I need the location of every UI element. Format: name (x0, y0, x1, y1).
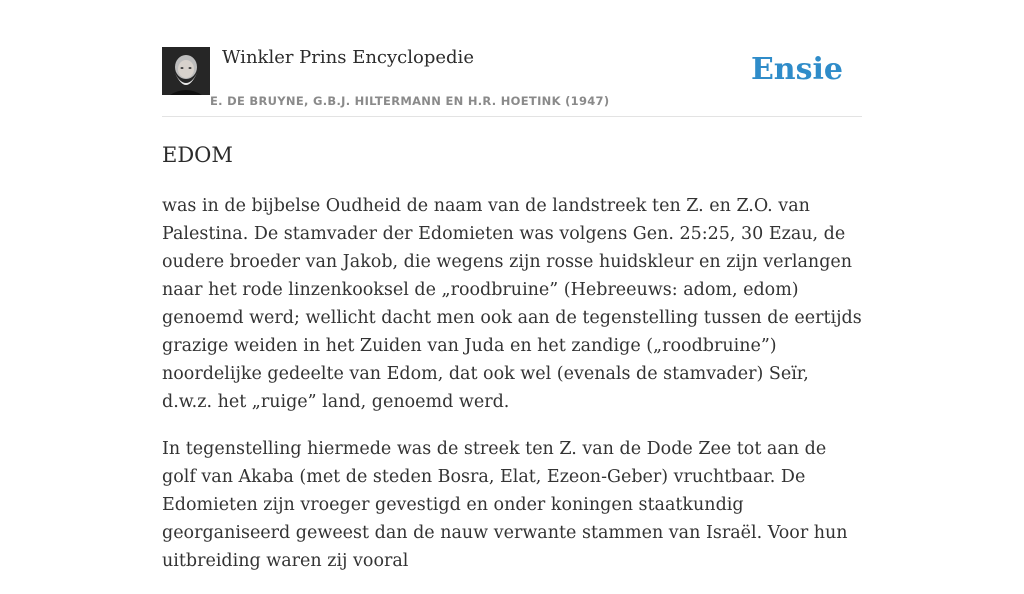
entry-paragraph: was in de bijbelse Oudheid de naam van de landstreek ten Z. en Z.O. van Palestina. De stamvader der Edomieten was volgens Gen. 25:25, 30 Ezau, de oudere broeder van Jakob, die wegens zijn rosse huidskleur en zijn verlangen naar het rode linzenkooksel de „roodbruine” (Hebreeuws: adom, edom) genoemd werd; wellicht dacht men ook aan de tegenstelling tussen de eertijds grazige weiden in het Zuiden van Juda en het zandige („roodbruine”) noordelijke gedeelte van Edom, dat ook wel (evenals de stamvader) Seïr, d.w.z. het „ruige” land, genoemd werd. (162, 196, 862, 412)
entry-body (162, 192, 862, 594)
entry-title: EDOM (162, 143, 233, 167)
entry-paragraph: In tegenstelling hiermede was de streek ten Z. van de Dode Zee tot aan de golf van Akaba (met de steden Bosra, Elat, Ezeon-Geber) vruchtbaar. De Edomieten zijn vroeger gevestigd en onder koningen staatkundig georganiseerd geweest dan de nauw verwante stammen van Israël. Voor hun uitbreiding waren zij vooral (162, 439, 848, 571)
brand-logo[interactable]: Ensie (750, 52, 843, 87)
publication-title[interactable]: Winkler Prins Encyclopedie (222, 47, 474, 68)
portrait-icon (162, 47, 210, 95)
site-header (162, 46, 862, 117)
publication-authors: E. DE BRUYNE, G.B.J. HILTERMANN EN H.R. HOETINK (1947) (210, 94, 610, 108)
